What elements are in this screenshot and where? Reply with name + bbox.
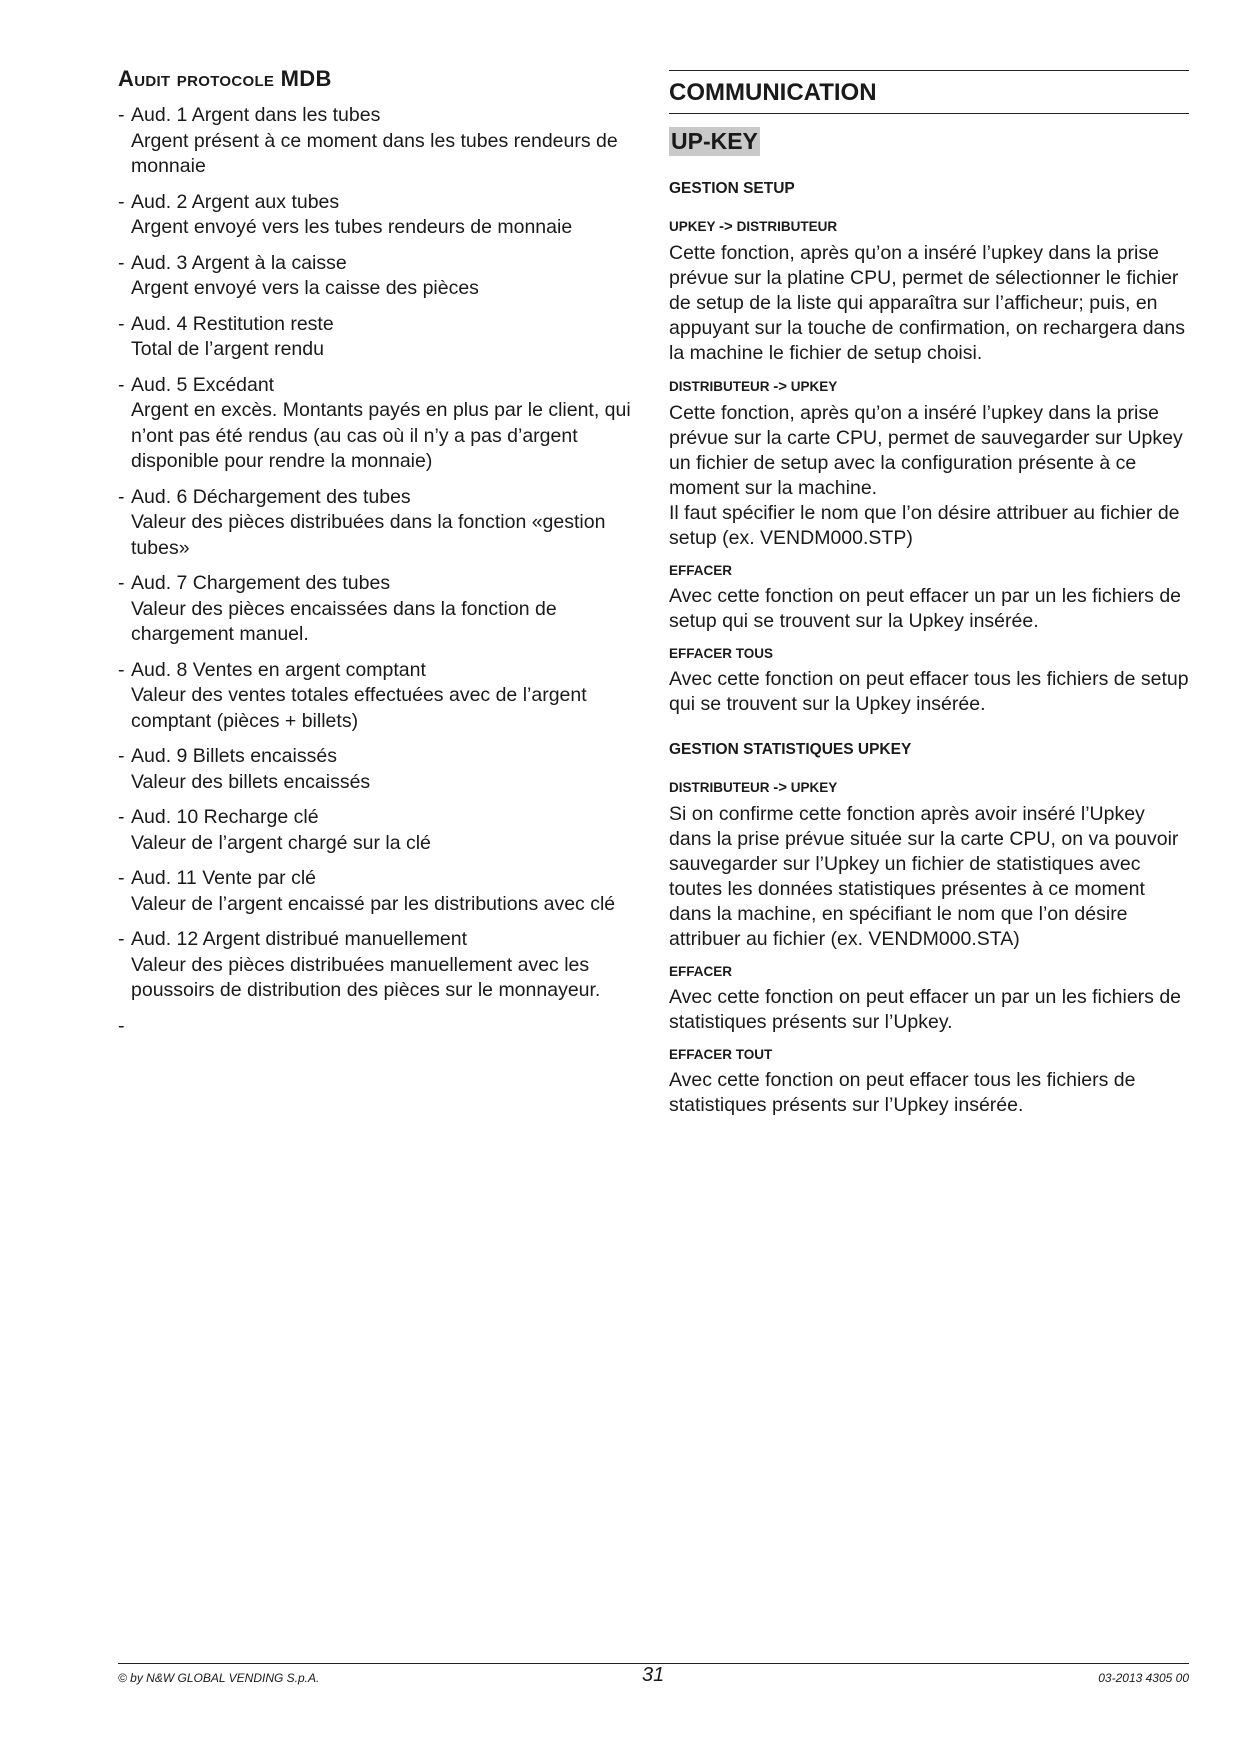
audit-label: Aud. 12 Argent distribué manuellement <box>131 928 468 950</box>
audit-label: Aud. 7 Chargement des tubes <box>131 572 391 594</box>
audit-label: Aud. 1 Argent dans les tubes <box>131 104 381 126</box>
list-dash: - <box>118 251 125 274</box>
stats-distributor-to-upkey-text: Si on confirme cette fonction après avoir inséré l’Upkey dans la prise prévue située sur la carte CPU, on va pouvoir sauvegarder sur l’Upkey un fichier de statistiques avec toutes les données statistiques présentes à ce moment dans la machine, en spécifiant le nom que l’on désire attribuer au fichier (ex. VENDM000.STA) <box>669 803 1179 950</box>
setup-erase-all-heading: EFFACER TOUS <box>669 646 774 661</box>
arrow-glyph: -> <box>773 779 788 796</box>
audit-label: Aud. 10 Recharge clé <box>131 806 319 828</box>
audit-title: Audit protocole MDB <box>118 66 332 91</box>
list-dash: - <box>118 867 125 889</box>
setup-distributor-to-upkey-text: Cette fonction, après qu’on a inséré l’upkey dans la prise prévue sur la carte CPU, permet de sauvegarder sur Upkey un fichier de setup avec la configuration présente à ce moment sur la machine. <box>669 402 1183 499</box>
heading-part: DISTRIBUTEUR <box>669 379 770 394</box>
list-dash: - <box>118 190 125 213</box>
stats-erase-all-heading: EFFACER TOUT <box>669 1047 773 1062</box>
list-dash: - <box>118 104 125 126</box>
list-dash: - <box>118 485 125 508</box>
audit-description: Argent présent à ce moment dans les tubes rendeurs de monnaie <box>131 129 618 177</box>
stats-erase-heading: EFFACER <box>669 964 733 979</box>
audit-label: Aud. 9 Billets encaissés <box>131 745 337 767</box>
audit-label: Aud. 11 Vente par clé <box>131 867 317 889</box>
audit-item <box>118 866 638 917</box>
right-column <box>669 70 1189 1118</box>
audit-item <box>118 805 638 856</box>
audit-description: Valeur de l’argent encaissé par les distributions avec clé <box>131 892 616 915</box>
setup-erase-text: Avec cette fonction on peut effacer un par un les fichiers de setup qui se trouvent sur la Upkey insérée. <box>669 585 1182 632</box>
setup-erase-heading: EFFACER <box>669 563 733 578</box>
list-dash: - <box>118 928 125 950</box>
audit-item <box>118 103 638 180</box>
stats-distributor-to-upkey-heading <box>669 779 1189 796</box>
upkey-badge: UP-KEY <box>671 128 758 154</box>
list-dash: - <box>118 745 125 767</box>
audit-label: Aud. 8 Ventes en argent comptant <box>131 658 426 681</box>
audit-description: Valeur des pièces encaissées dans la fonction de chargement manuel. <box>131 597 557 645</box>
audit-description: Valeur des billets encaissés <box>131 770 371 793</box>
heading-part: UPKEY <box>790 780 838 795</box>
audit-label: Aud. 3 Argent à la caisse <box>131 251 347 274</box>
page-number: 31 <box>642 1664 665 1686</box>
list-dash: - <box>118 572 125 594</box>
setup-heading: GESTION SETUP <box>669 180 795 197</box>
audit-item <box>118 658 638 735</box>
left-column <box>118 66 638 1039</box>
audit-description: Total de l’argent rendu <box>131 338 324 360</box>
audit-label: Aud. 6 Déchargement des tubes <box>131 485 411 508</box>
footer-copyright: © by N&W GLOBAL VENDING S.p.A. <box>118 1671 320 1685</box>
heading-part: DISTRIBUTEUR <box>669 780 770 795</box>
setup-erase-all-text: Avec cette fonction on peut effacer tous les fichiers de setup qui se trouvent sur la Upkey insérée. <box>669 668 1189 715</box>
list-dash: - <box>118 658 125 681</box>
audit-description: Argent envoyé vers les tubes rendeurs de monnaie <box>131 216 573 238</box>
audit-description: Valeur de l’argent chargé sur la clé <box>131 831 431 854</box>
audit-item <box>118 190 638 241</box>
audit-item <box>118 312 638 363</box>
audit-description: Valeur des pièces distribuées manuellement avec les poussoirs de distribution des pièces sur le monnayeur. <box>131 953 601 1001</box>
document-code: 03-2013 4305 00 <box>1098 1671 1189 1685</box>
list-dash: - <box>118 806 125 828</box>
stats-heading: GESTION STATISTIQUES UPKEY <box>669 741 912 758</box>
audit-description: Argent envoyé vers la caisse des pièces <box>131 277 479 299</box>
trailing-dash: - <box>118 1014 125 1037</box>
setup-distributor-to-upkey-heading <box>669 378 1189 395</box>
audit-description: Valeur des pièces distribuées dans la fonction «gestion tubes» <box>131 511 606 559</box>
setup-distributor-to-upkey-note: Il faut spécifier le nom que l’on désire attribuer au fichier de setup (ex. VENDM000.STP) <box>669 502 1180 549</box>
audit-item <box>118 744 638 795</box>
audit-item <box>118 373 638 475</box>
setup-upkey-to-distributor-heading <box>669 218 1189 235</box>
heading-part: DISTRIBUTEUR <box>736 219 838 234</box>
heading-part: UPKEY <box>790 379 838 394</box>
heading-part: UPKEY <box>669 219 716 234</box>
arrow-glyph: -> <box>773 378 788 395</box>
arrow-glyph: -> <box>719 218 733 235</box>
audit-item <box>118 927 638 1004</box>
audit-label: Aud. 2 Argent aux tubes <box>131 190 340 213</box>
audit-description: Valeur des ventes totales effectuées avec de l’argent comptant (pièces + billets) <box>131 684 587 732</box>
audit-item <box>118 571 638 648</box>
stats-erase-text: Avec cette fonction on peut effacer un par un les fichiers de statistiques présents sur l’Upkey. <box>669 986 1182 1033</box>
audit-label: Aud. 5 Excédant <box>131 373 275 396</box>
audit-label: Aud. 4 Restitution reste <box>131 312 334 335</box>
section-title: COMMUNICATION <box>669 70 1189 114</box>
audit-description: Argent en excès. Montants payés en plus par le client, qui n’ont pas été rendus (au cas où il n’y a pas d’argent disponible pour rendre la monnaie) <box>131 399 631 472</box>
audit-item <box>118 251 638 302</box>
setup-upkey-to-distributor-text: Cette fonction, après qu’on a inséré l’upkey dans la prise prévue sur la platine CPU, permet de sélectionner le fichier de setup de la liste qui apparaîtra sur l’afficheur; puis, en appuyant sur la touche de confirmation, on rechargera dans la machine le fichier de setup choisi. <box>669 242 1185 364</box>
audit-item <box>118 485 638 562</box>
audit-list <box>118 103 638 1004</box>
stats-erase-all-text: Avec cette fonction on peut effacer tous les fichiers de statistiques présents sur l’Upkey insérée. <box>669 1069 1136 1116</box>
list-dash: - <box>118 373 125 396</box>
list-dash: - <box>118 312 125 335</box>
